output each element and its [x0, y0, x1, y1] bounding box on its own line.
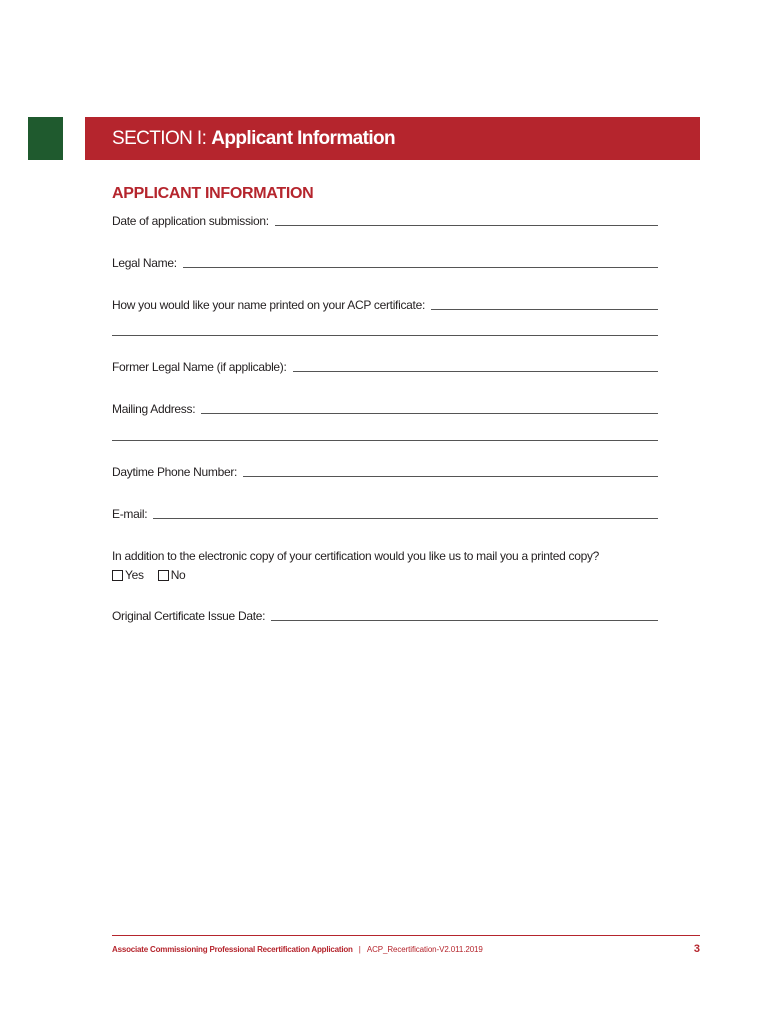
email-line[interactable]	[153, 517, 658, 519]
mailing-address-label: Mailing Address:	[112, 402, 196, 416]
footer-separator: |	[358, 944, 361, 954]
yes-option[interactable]	[112, 568, 144, 582]
email-label: E-mail:	[112, 507, 148, 521]
submission-date-line[interactable]	[275, 224, 658, 226]
legal-name-label: Legal Name:	[112, 256, 177, 270]
yes-label: Yes	[125, 568, 144, 582]
section-title: Applicant Information	[211, 127, 396, 149]
form-heading: APPLICANT INFORMATION	[112, 185, 314, 202]
no-checkbox[interactable]	[158, 570, 169, 581]
issue-date-label: Original Certificate Issue Date:	[112, 609, 266, 623]
page-number: 3	[693, 943, 700, 955]
former-name-field[interactable]	[112, 358, 658, 374]
printed-name-label: How you would like your name printed on your ACP certificate:	[112, 298, 425, 312]
footer-version: ACP_Recertification-V2.011.2019	[366, 944, 483, 954]
footer-rule	[112, 935, 700, 936]
submission-date-field[interactable]	[112, 212, 658, 228]
printed-name-field[interactable]	[112, 296, 658, 312]
email-field[interactable]	[112, 505, 658, 521]
section-prefix: SECTION I:	[112, 127, 207, 149]
former-name-label: Former Legal Name (if applicable):	[112, 360, 287, 374]
mailing-address-line[interactable]	[201, 412, 658, 414]
legal-name-field[interactable]	[112, 254, 658, 270]
section-banner	[85, 117, 700, 160]
printed-name-line-2[interactable]	[112, 335, 658, 336]
issue-date-field[interactable]	[112, 607, 658, 623]
printed-name-line[interactable]	[431, 308, 658, 310]
former-name-line[interactable]	[293, 370, 658, 372]
mailing-address-field[interactable]	[112, 400, 658, 416]
mailing-address-line-2[interactable]	[112, 440, 658, 441]
phone-line[interactable]	[243, 475, 658, 477]
no-label: No	[170, 568, 186, 582]
phone-label: Daytime Phone Number:	[112, 465, 238, 479]
submission-date-label: Date of application submission:	[112, 214, 269, 228]
legal-name-line[interactable]	[183, 266, 658, 268]
footer-doc-title: Associate Commissioning Professional Recertification Application	[112, 944, 353, 954]
issue-date-line[interactable]	[271, 619, 658, 621]
phone-field[interactable]	[112, 463, 658, 479]
mail-copy-options	[112, 568, 185, 582]
section-color-tab	[28, 117, 63, 160]
yes-checkbox[interactable]	[112, 570, 123, 581]
mail-copy-question: In addition to the electronic copy of your certification would you like us to mail you a printed copy?	[112, 549, 600, 563]
no-option[interactable]	[158, 568, 186, 582]
page-footer	[112, 943, 700, 955]
